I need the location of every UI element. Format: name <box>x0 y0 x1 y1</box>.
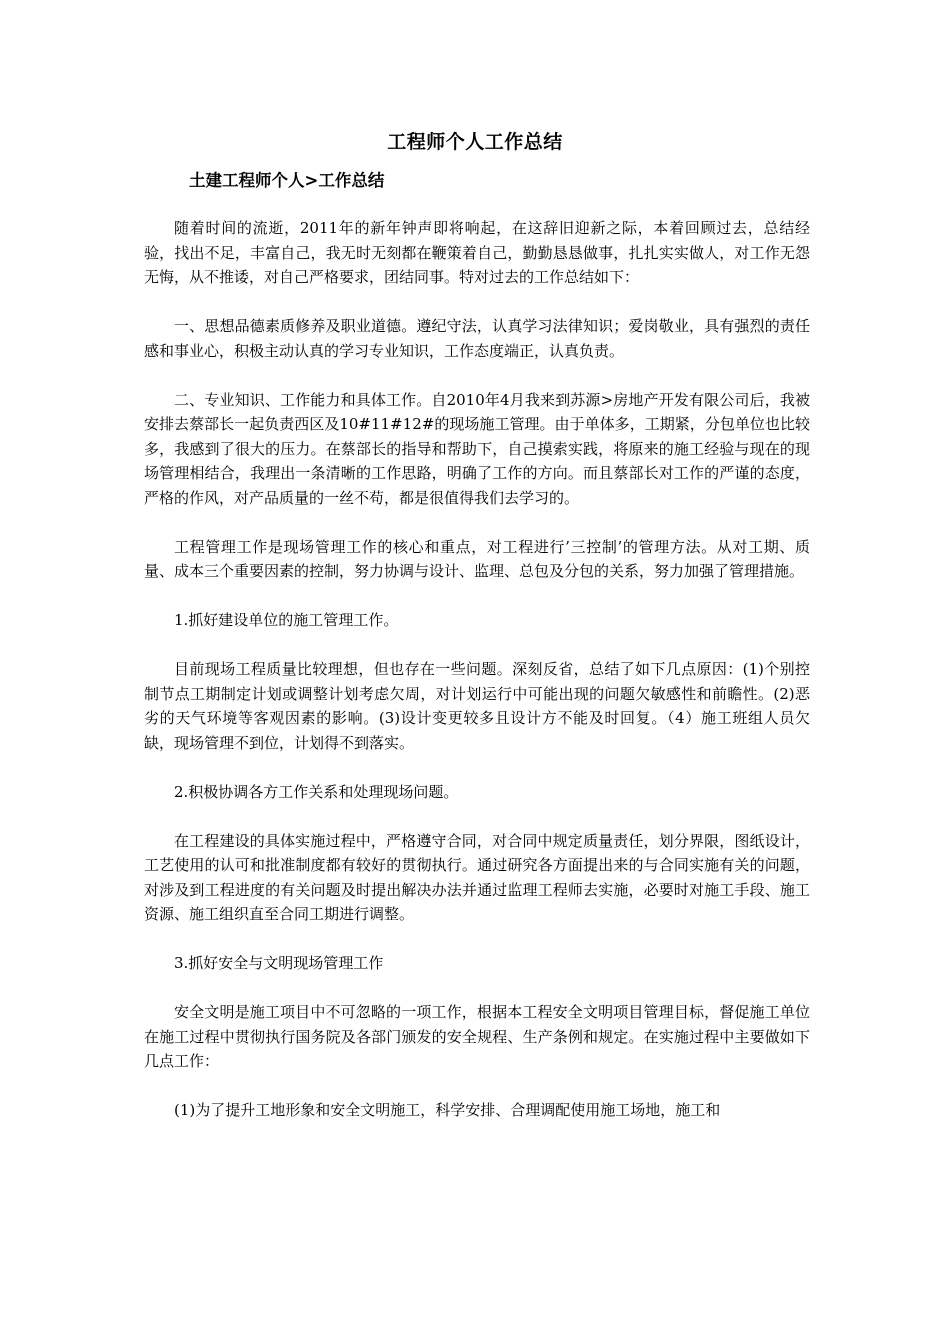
heading-item-3: 3.抓好安全与文明现场管理工作 <box>174 954 384 972</box>
document-title: 工程师个人工作总结 <box>387 131 563 153</box>
paragraph-section-2: 二、专业知识、工作能力和具体工作。自2010年4月我来到苏源>房地产开发有限公司后，我被安排去蔡部长一起负责西区及10#11#12#的现场施工管理。由于单体多，工期紧，分包单位也比较多，我感到了很大的压力。在蔡部长的指导和帮助下，自己摸索实践，将原来的施工经验与现在的现场管理相结合，我理出一条清晰的工作思路，明确了工作的方向。而且蔡部长对工作的严谨的态度，严格的作风，对产品质量的一丝不苟，都是很值得我们去学习的。 <box>144 390 810 507</box>
document-subtitle: 土建工程师个人>工作总结 <box>189 171 385 190</box>
heading-item-2: 2.积极协调各方工作关系和处理现场问题。 <box>174 782 459 801</box>
paragraph-item-1: 目前现场工程质量比较理想，但也存在一些问题。深刻反省，总结了如下几点原因：(1)个别控制节点工期制定计划或调整计划考虑欠周，对计划运行中可能出现的问题欠敏感性和前瞻性。(2)恶劣的天气环境等客观因素的影响。(3)设计变更较多且设计方不能及时回复。（4）施工班组人员欠缺，现场管理不到位，计划得不到落实。 <box>144 660 810 752</box>
paragraph-section-1: 一、思想品德素质修养及职业道德。遵纪守法，认真学习法律知识；爱岗敬业，具有强烈的责任感和事业心，积极主动认真的学习专业知识，工作态度端正，认真负责。 <box>144 317 810 360</box>
paragraph-management: 工程管理工作是现场管理工作的核心和重点，对工程进行’三控制’的管理方法。从对工期、质量、成本三个重要因素的控制，努力协调与设计、监理、总包及分包的关系，努力加强了管理措施。 <box>144 537 810 580</box>
document-body <box>144 216 810 1147</box>
heading-item-1: 1.抓好建设单位的施工管理工作。 <box>174 611 399 629</box>
paragraph-item-2: 在工程建设的具体实施过程中，严格遵守合同，对合同中规定质量责任，划分界限，图纸设计，工艺使用的认可和批准制度都有较好的贯彻执行。通过研究各方面提出来的与合同实施有关的问题，对涉及到工程进度的有关问题及时提出解决办法并通过监理工程师去实施，必要时对施工手段、施工资源、施工组织直至合同工期进行调整。 <box>144 831 810 923</box>
paragraph-intro: 随着时间的流逝，2011年的新年钟声即将响起，在这辞旧迎新之际，本着回顾过去，总结经验，找出不足，丰富自己，我无时无刻都在鞭策着自己，勤勤恳恳做事，扎扎实实做人，对工作无怨无悔，从不推诿，对自己严格要求，团结同事。特对过去的工作总结如下： <box>144 219 810 286</box>
paragraph-item-3: 安全文明是施工项目中不可忽略的一项工作，根据本工程安全文明项目管理目标，督促施工单位在施工过程中贯彻执行国务院及各部门颁发的安全规程、生产条例和规定。在实施过程中主要做如下几点工作： <box>144 1003 810 1070</box>
paragraph-item-3-1: (1)为了提升工地形象和安全文明施工，科学安排、合理调配使用施工场地，施工和 <box>174 1101 721 1119</box>
